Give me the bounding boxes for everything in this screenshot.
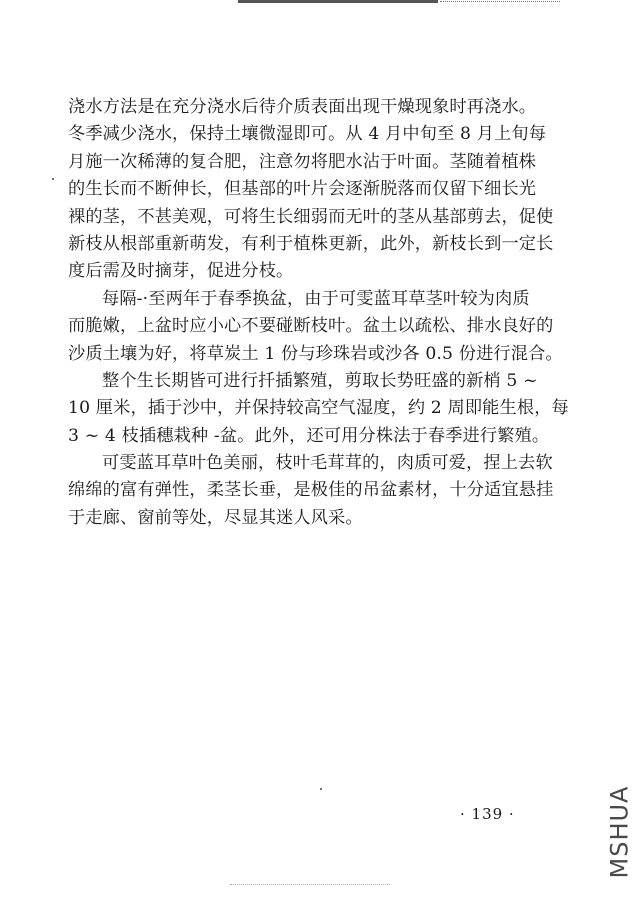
paragraph-1 <box>68 94 566 286</box>
body-text <box>68 94 569 532</box>
text-line: 浇水方法是在充分浇水后待介质表面出现干燥现象时再浇水。 <box>68 97 537 117</box>
top-rule-dots <box>440 1 560 3</box>
page-number: · 139 · <box>460 805 515 823</box>
watermark-text: MSHUA <box>605 785 634 879</box>
text-line: 而脆嫩，上盆时应小心不要碰断枝叶。盆土以疏松、排水良好的 <box>68 316 554 337</box>
text-line: 度后需及时摘芽，促进分枝。 <box>68 261 294 282</box>
text-line: 每隔-·至两年于春季换盆，由于可雯蓝耳草茎叶较为肉质 <box>102 288 530 309</box>
text-line: 裸的茎，不甚美观，可将生长细弱而无叶的茎从基部剪去，促使 <box>68 206 554 227</box>
watermark <box>605 777 633 887</box>
text-line: 的生长而不断伸长，但基部的叶片会逐渐脱落而仅留下细长光 <box>68 179 537 200</box>
text-line: 3 ~ 4 枝插穗栽种 -盆。此外，还可用分株法于春季进行繁殖。 <box>68 425 550 446</box>
paragraph-2 <box>68 286 566 368</box>
text-line: 10 厘米，插于沙中，并保持较高空气湿度，约 2 周即能生根，每 <box>68 398 569 419</box>
text-line: 绵绵的富有弹性，柔茎长垂，是极佳的吊盆素材，十分适宜悬挂 <box>68 480 554 501</box>
speck <box>52 178 54 180</box>
bottom-dots <box>230 884 390 886</box>
paragraph-3 <box>68 368 569 450</box>
text-line: 沙质土壤为好，将草炭土 1 份与珍珠岩或沙各 0.5 份进行混合。 <box>68 343 563 364</box>
text-line: 整个生长期皆可进行扦插繁殖，剪取长势旺盛的新梢 5 ~ <box>102 370 538 391</box>
text-line: 月施一次稀薄的复合肥，注意勿将肥水沾于叶面。茎随着植株 <box>68 151 537 172</box>
text-line: 于走廊、窗前等处，尽显其迷人风采。 <box>68 507 363 528</box>
paragraph-4 <box>68 450 566 532</box>
text-line: 冬季减少浇水，保持土壤微湿即可。从 4 月中旬至 8 月上旬每 <box>68 124 547 145</box>
text-line: 可雯蓝耳草叶色美丽，枝叶毛茸茸的，肉质可爱，捏上去软 <box>102 453 553 474</box>
top-rule <box>238 0 438 3</box>
text-line: 新枝从根部重新萌发，有利于植株更新，此外，新枝长到一定长 <box>68 233 554 254</box>
speck <box>320 788 322 790</box>
